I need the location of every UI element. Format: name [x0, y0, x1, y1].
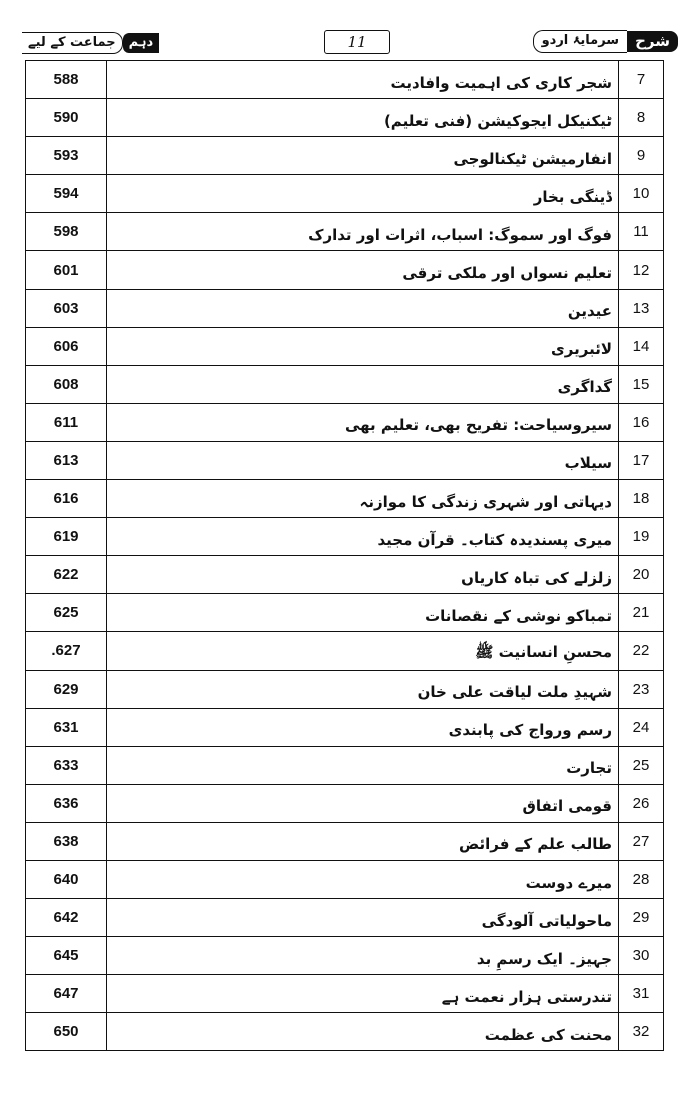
chapter-title-cell: [107, 251, 619, 289]
chapter-title: شہیدِ ملت لیاقت علی خان: [417, 683, 612, 702]
chapter-title: تمباکو نوشی کے نقصانات: [425, 606, 612, 625]
table-row: [26, 556, 664, 594]
chapter-title-cell: [107, 556, 619, 594]
chapter-title: سیروسیاحت: تفریح بھی، تعلیم بھی: [344, 416, 612, 435]
serial-number: 7: [619, 61, 664, 99]
chapter-title-cell: [107, 441, 619, 479]
serial-number: 8: [619, 99, 664, 137]
chapter-title-cell: [107, 708, 619, 746]
serial-number: 28: [619, 860, 664, 898]
chapter-title-cell: [107, 480, 619, 518]
serial-number: 13: [619, 289, 664, 327]
page-ref: 629: [26, 670, 107, 708]
table-row: [26, 251, 664, 289]
chapter-title: انفارمیشن ٹیکنالوجی: [453, 149, 612, 168]
chapter-title-cell: [107, 327, 619, 365]
table-row: [26, 1013, 664, 1051]
table-row: [26, 518, 664, 556]
serial-number: 14: [619, 327, 664, 365]
chapter-title: تعلیم نسواں اور ملکی ترقی: [402, 264, 612, 283]
chapter-title-cell: [107, 99, 619, 137]
page-ref: 613: [26, 441, 107, 479]
class-label-badge: دہم: [123, 33, 159, 53]
table-row: [26, 937, 664, 975]
page-ref: 601: [26, 251, 107, 289]
serial-number: 10: [619, 175, 664, 213]
serial-number: 19: [619, 518, 664, 556]
chapter-title: گداگری: [557, 378, 612, 397]
class-label-text: جماعت کے لیے: [22, 32, 123, 54]
serial-number: 30: [619, 937, 664, 975]
book-title: سرمایۂ اردو: [533, 30, 628, 53]
chapter-title: تجارت: [566, 759, 612, 778]
chapter-title-cell: [107, 175, 619, 213]
table-row: [26, 480, 664, 518]
chapter-title-cell: [107, 137, 619, 175]
chapter-title: محسنِ انسانیت ﷺ: [475, 642, 612, 661]
chapter-title: زلزلے کی تباہ کاریاں: [461, 568, 612, 587]
page-ref: 593: [26, 137, 107, 175]
table-row: [26, 670, 664, 708]
table-row: [26, 746, 664, 784]
page-ref: 631: [26, 708, 107, 746]
table-row: [26, 175, 664, 213]
chapter-title: عیدین: [567, 302, 612, 321]
serial-number: 23: [619, 670, 664, 708]
chapter-title-cell: [107, 365, 619, 403]
chapter-title-cell: [107, 518, 619, 556]
table-row: [26, 213, 664, 251]
chapter-title: میری پسندیدہ کتاب۔ قرآن مجید: [377, 530, 612, 549]
page-ref: 650: [26, 1013, 107, 1051]
table-row: [26, 327, 664, 365]
chapter-title-cell: [107, 975, 619, 1013]
page-ref: 640: [26, 860, 107, 898]
chapter-title: ڈینگی بخار: [533, 187, 612, 206]
chapter-title: لائبریری: [551, 340, 612, 359]
class-label: [22, 32, 159, 54]
chapter-title-cell: [107, 289, 619, 327]
page-ref: 594: [26, 175, 107, 213]
chapter-title: ماحولیاتی آلودگی: [481, 911, 612, 930]
page-ref: 636: [26, 784, 107, 822]
chapter-title: ٹیکنیکل ایجوکیشن (فنی تعلیم): [383, 111, 612, 130]
page-ref: 645: [26, 937, 107, 975]
chapter-title-cell: [107, 403, 619, 441]
serial-number: 21: [619, 594, 664, 632]
serial-number: 24: [619, 708, 664, 746]
chapter-title: سیلاب: [564, 454, 612, 473]
chapter-title-cell: [107, 784, 619, 822]
chapter-title: شجر کاری کی اہمیت وافادیت: [390, 73, 612, 92]
serial-number: 15: [619, 365, 664, 403]
page-ref: 625: [26, 594, 107, 632]
chapter-title: طالب علم کے فرائض: [459, 835, 612, 854]
page-ref: 608: [26, 365, 107, 403]
chapter-title-cell: [107, 594, 619, 632]
chapter-title-cell: [107, 899, 619, 937]
contents-table-body: [26, 61, 664, 1051]
page-ref: 611: [26, 403, 107, 441]
page-ref: 638: [26, 822, 107, 860]
serial-number: 20: [619, 556, 664, 594]
book-label: [533, 30, 678, 53]
table-row: [26, 899, 664, 937]
page-ref: .627: [26, 632, 107, 670]
contents-table: [25, 60, 664, 1051]
table-row: [26, 975, 664, 1013]
chapter-title: میرے دوست: [525, 873, 612, 892]
table-row: [26, 441, 664, 479]
page-ref: 603: [26, 289, 107, 327]
page-ref: 647: [26, 975, 107, 1013]
serial-number: 16: [619, 403, 664, 441]
table-row: [26, 860, 664, 898]
serial-number: 12: [619, 251, 664, 289]
serial-number: 31: [619, 975, 664, 1013]
chapter-title-cell: [107, 822, 619, 860]
serial-number: 26: [619, 784, 664, 822]
chapter-title-cell: [107, 61, 619, 99]
table-row: [26, 61, 664, 99]
table-row: [26, 594, 664, 632]
table-row: [26, 99, 664, 137]
chapter-title: تندرستی ہزار نعمت ہے: [441, 987, 612, 1006]
chapter-title: محنت کی عظمت: [484, 1025, 612, 1044]
table-row: [26, 784, 664, 822]
chapter-title: جہیز۔ ایک رسمِ بد: [476, 949, 612, 968]
page-ref: 642: [26, 899, 107, 937]
chapter-title-cell: [107, 746, 619, 784]
chapter-title: فوگ اور سموگ: اسباب، اثرات اور تدارک: [308, 225, 612, 244]
serial-number: 17: [619, 441, 664, 479]
serial-number: 25: [619, 746, 664, 784]
page-header: [22, 28, 678, 58]
page-ref: 619: [26, 518, 107, 556]
table-row: [26, 822, 664, 860]
serial-number: 18: [619, 480, 664, 518]
serial-number: 29: [619, 899, 664, 937]
table-row: [26, 403, 664, 441]
page-ref: 598: [26, 213, 107, 251]
serial-number: 22: [619, 632, 664, 670]
chapter-title-cell: [107, 860, 619, 898]
page-number: 11: [324, 30, 390, 54]
serial-number: 11: [619, 213, 664, 251]
table-row: [26, 632, 664, 670]
page-ref: 622: [26, 556, 107, 594]
serial-number: 32: [619, 1013, 664, 1051]
chapter-title: قومی اتفاق: [522, 797, 612, 816]
chapter-title-cell: [107, 670, 619, 708]
serial-number: 9: [619, 137, 664, 175]
table-row: [26, 365, 664, 403]
page-ref: 588: [26, 61, 107, 99]
table-row: [26, 137, 664, 175]
page-ref: 633: [26, 746, 107, 784]
book-badge: شرح: [627, 31, 678, 52]
serial-number: 27: [619, 822, 664, 860]
chapter-title-cell: [107, 632, 619, 670]
table-row: [26, 708, 664, 746]
table-row: [26, 289, 664, 327]
chapter-title: رسم ورواج کی پابندی: [448, 721, 612, 740]
page-ref: 616: [26, 480, 107, 518]
chapter-title: دیہاتی اور شہری زندگی کا موازنہ: [359, 492, 612, 511]
page-ref: 590: [26, 99, 107, 137]
chapter-title-cell: [107, 937, 619, 975]
page-ref: 606: [26, 327, 107, 365]
chapter-title-cell: [107, 1013, 619, 1051]
chapter-title-cell: [107, 213, 619, 251]
